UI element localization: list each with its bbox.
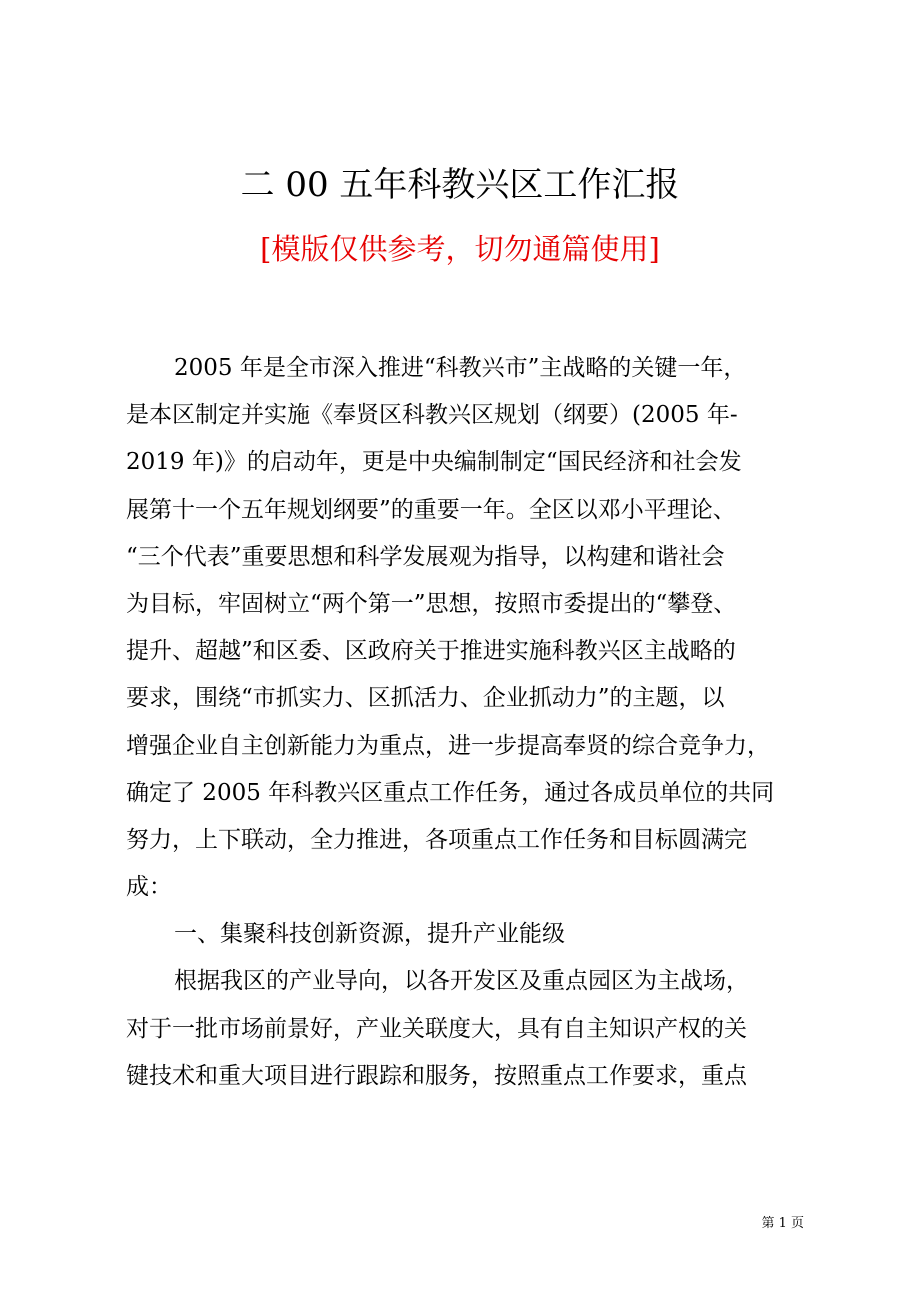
document-body	[126, 345, 798, 1100]
paragraph-line: 2005 年是全市深入推进“科教兴市”主战略的关键一年，	[174, 355, 747, 381]
paragraph-line: 要求，围绕“市抓实力、区抓活力、企业抓动力”的主题，以	[126, 685, 725, 712]
paragraph-line: 2019 年)》的启动年，更是中央编制制定“国民经济和社会发	[126, 449, 742, 476]
page-number: 第 1 页	[761, 1216, 804, 1231]
template-notice: [模版仅供参考，切勿通篇使用]	[260, 232, 660, 266]
document-title: 二 00 五年科教兴区工作汇报	[240, 165, 680, 205]
paragraph-line: 增强企业自主创新能力为重点，进一步提高奉贤的综合竞争力，	[126, 732, 770, 759]
paragraph-line: 提升、超越”和区委、区政府关于推进实施科教兴区主战略的	[126, 638, 736, 665]
paragraph-line: 是本区制定并实施《奉贤区科教兴区规划（纲要）(2005 年-	[126, 402, 738, 429]
paragraph-line: 键技术和重大项目进行跟踪和服务，按照重点工作要求，重点	[126, 1062, 747, 1089]
paragraph-line: 为目标，牢固树立“两个第一”思想，按照市委提出的“攀登、	[126, 590, 737, 617]
paragraph-line: 根据我区的产业导向，以各开发区及重点园区为主战场，	[174, 968, 749, 995]
paragraph-line: 对于一批市场前景好，产业关联度大，具有自主知识产权的关	[126, 1015, 747, 1042]
paragraph-line: 展第十一个五年规划纲要”的重要一年。全区以邓小平理论、	[126, 496, 736, 523]
paragraph-line: 成：	[126, 874, 172, 901]
section-heading: 一、集聚科技创新资源，提升产业能级	[174, 921, 565, 948]
paragraph-line: “三个代表”重要思想和科学发展观为指导，以构建和谐社会	[126, 543, 725, 570]
paragraph-line: 确定了 2005 年科教兴区重点工作任务，通过各成员单位的共同	[126, 779, 775, 806]
paragraph-line: 努力，上下联动，全力推进，各项重点工作任务和目标圆满完	[126, 826, 747, 853]
